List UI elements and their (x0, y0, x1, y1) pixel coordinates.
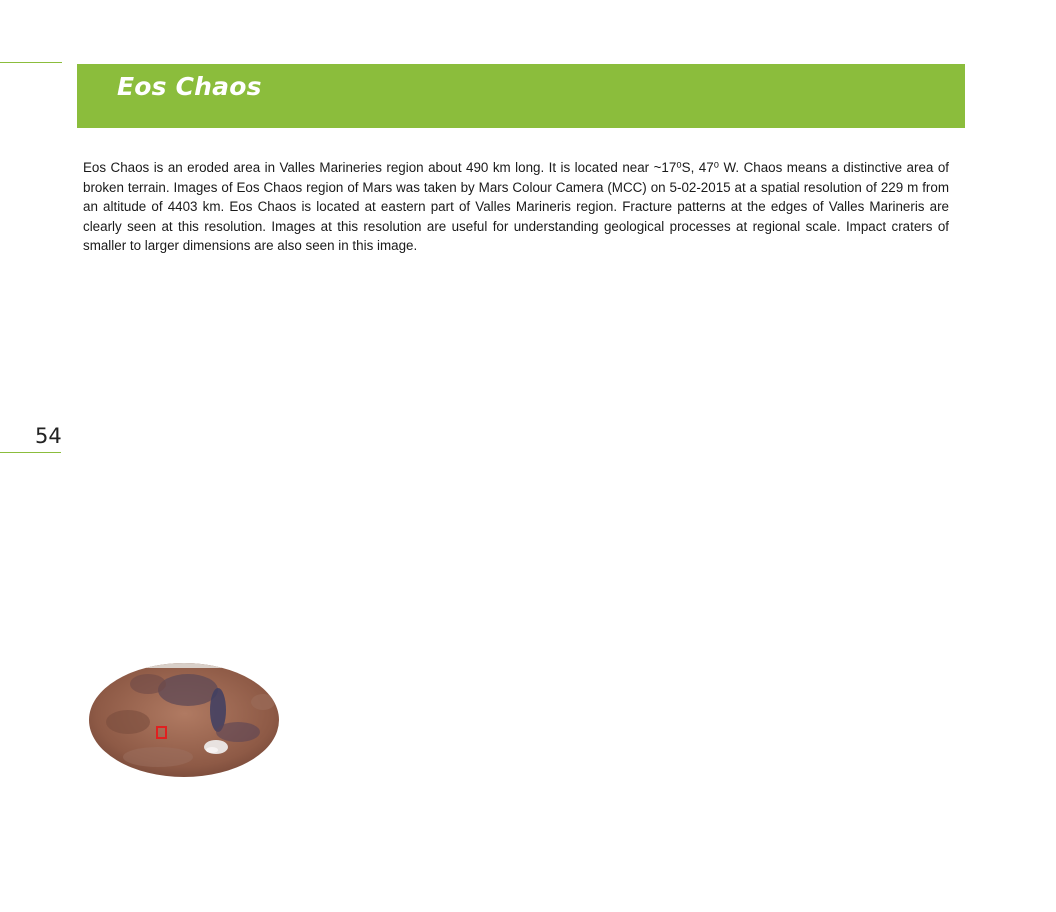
page-title: Eos Chaos (117, 72, 262, 101)
title-banner (77, 64, 965, 128)
description-paragraph: Eos Chaos is an eroded area in Valles Marineries region about 490 km long. It is located near ~17⁰S, 47⁰ W. Chaos means a distinctive area of broken terrain. Images of Eos Chaos region of Mars was taken by Mars Colour Camera (MCC) on 5-02-2015 at a spatial resolution of 229 m from an altitude of 4403 km. Eos Chaos is located at eastern part of Valles Marineris region. Fracture patterns at the edges of Valles Marineris are clearly seen at this resolution. Images at this resolution are useful for understanding geological processes at regional scale. Impact craters of smaller to larger dimensions are also seen in this image. (83, 160, 949, 254)
page-number: 54 (35, 424, 62, 448)
header-rule (0, 62, 62, 63)
page-number-rule (0, 452, 61, 453)
mars-locator-map (88, 662, 281, 777)
mars-globe-map-icon (88, 662, 281, 777)
